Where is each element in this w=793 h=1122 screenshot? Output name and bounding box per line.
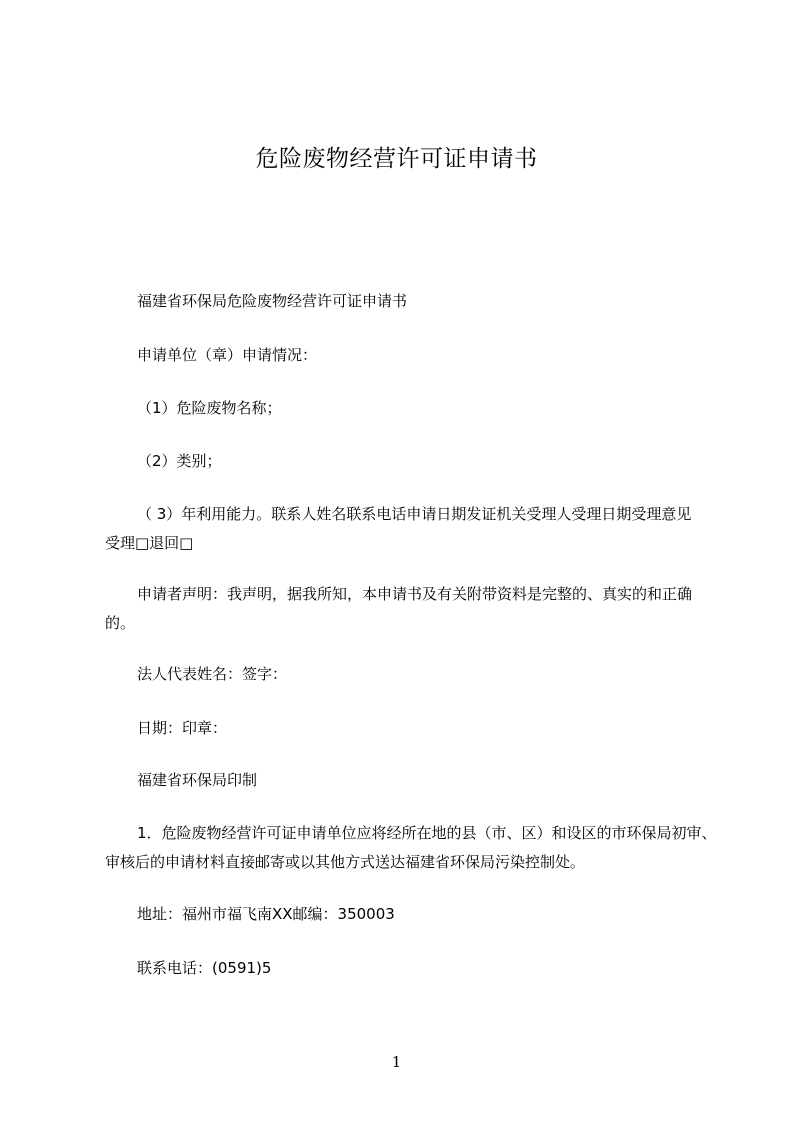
paragraph-agency-heading: 福建省环保局危险废物经营许可证申请书 [137, 292, 408, 310]
paragraph-capacity [105, 500, 705, 558]
paragraph-applicant: 申请单位（章）申请情况： [137, 346, 318, 364]
paragraph-date-seal: 日期：印章： [137, 719, 228, 737]
paragraph-note-1-text: 1．危险废物经营许可证申请单位应将经所在地的县（市、区）和设区的市环保局初审、审核后的申请材料直接邮寄或以其他方式送达福建省环保局污染控制处。 [105, 824, 717, 871]
page-number: 1 [391, 1053, 402, 1071]
paragraph-category: （2）类别； [137, 452, 222, 470]
paragraph-phone: 联系电话：(0591)5 [137, 959, 272, 977]
paragraph-declaration [105, 580, 705, 638]
paragraph-waste-name: （1）危险废物名称； [137, 399, 282, 417]
paragraph-legal-rep: 法人代表姓名：签字： [137, 665, 288, 683]
paragraph-address: 地址：福州市福飞南XX邮编：350003 [137, 905, 395, 923]
paragraph-capacity-text: （ 3）年利用能力。联系人姓名联系电话申请日期发证机关受理人受理日期受理意见受理□退回□ [105, 505, 692, 552]
paragraph-note-1 [105, 819, 725, 877]
paragraph-declaration-text: 申请者声明：我声明，据我所知，本申请书及有关附带资料是完整的、真实的和正确的。 [105, 585, 693, 632]
document-title: 危险废物经营许可证申请书 [255, 146, 538, 172]
paragraph-printer: 福建省环保局印制 [137, 771, 258, 789]
